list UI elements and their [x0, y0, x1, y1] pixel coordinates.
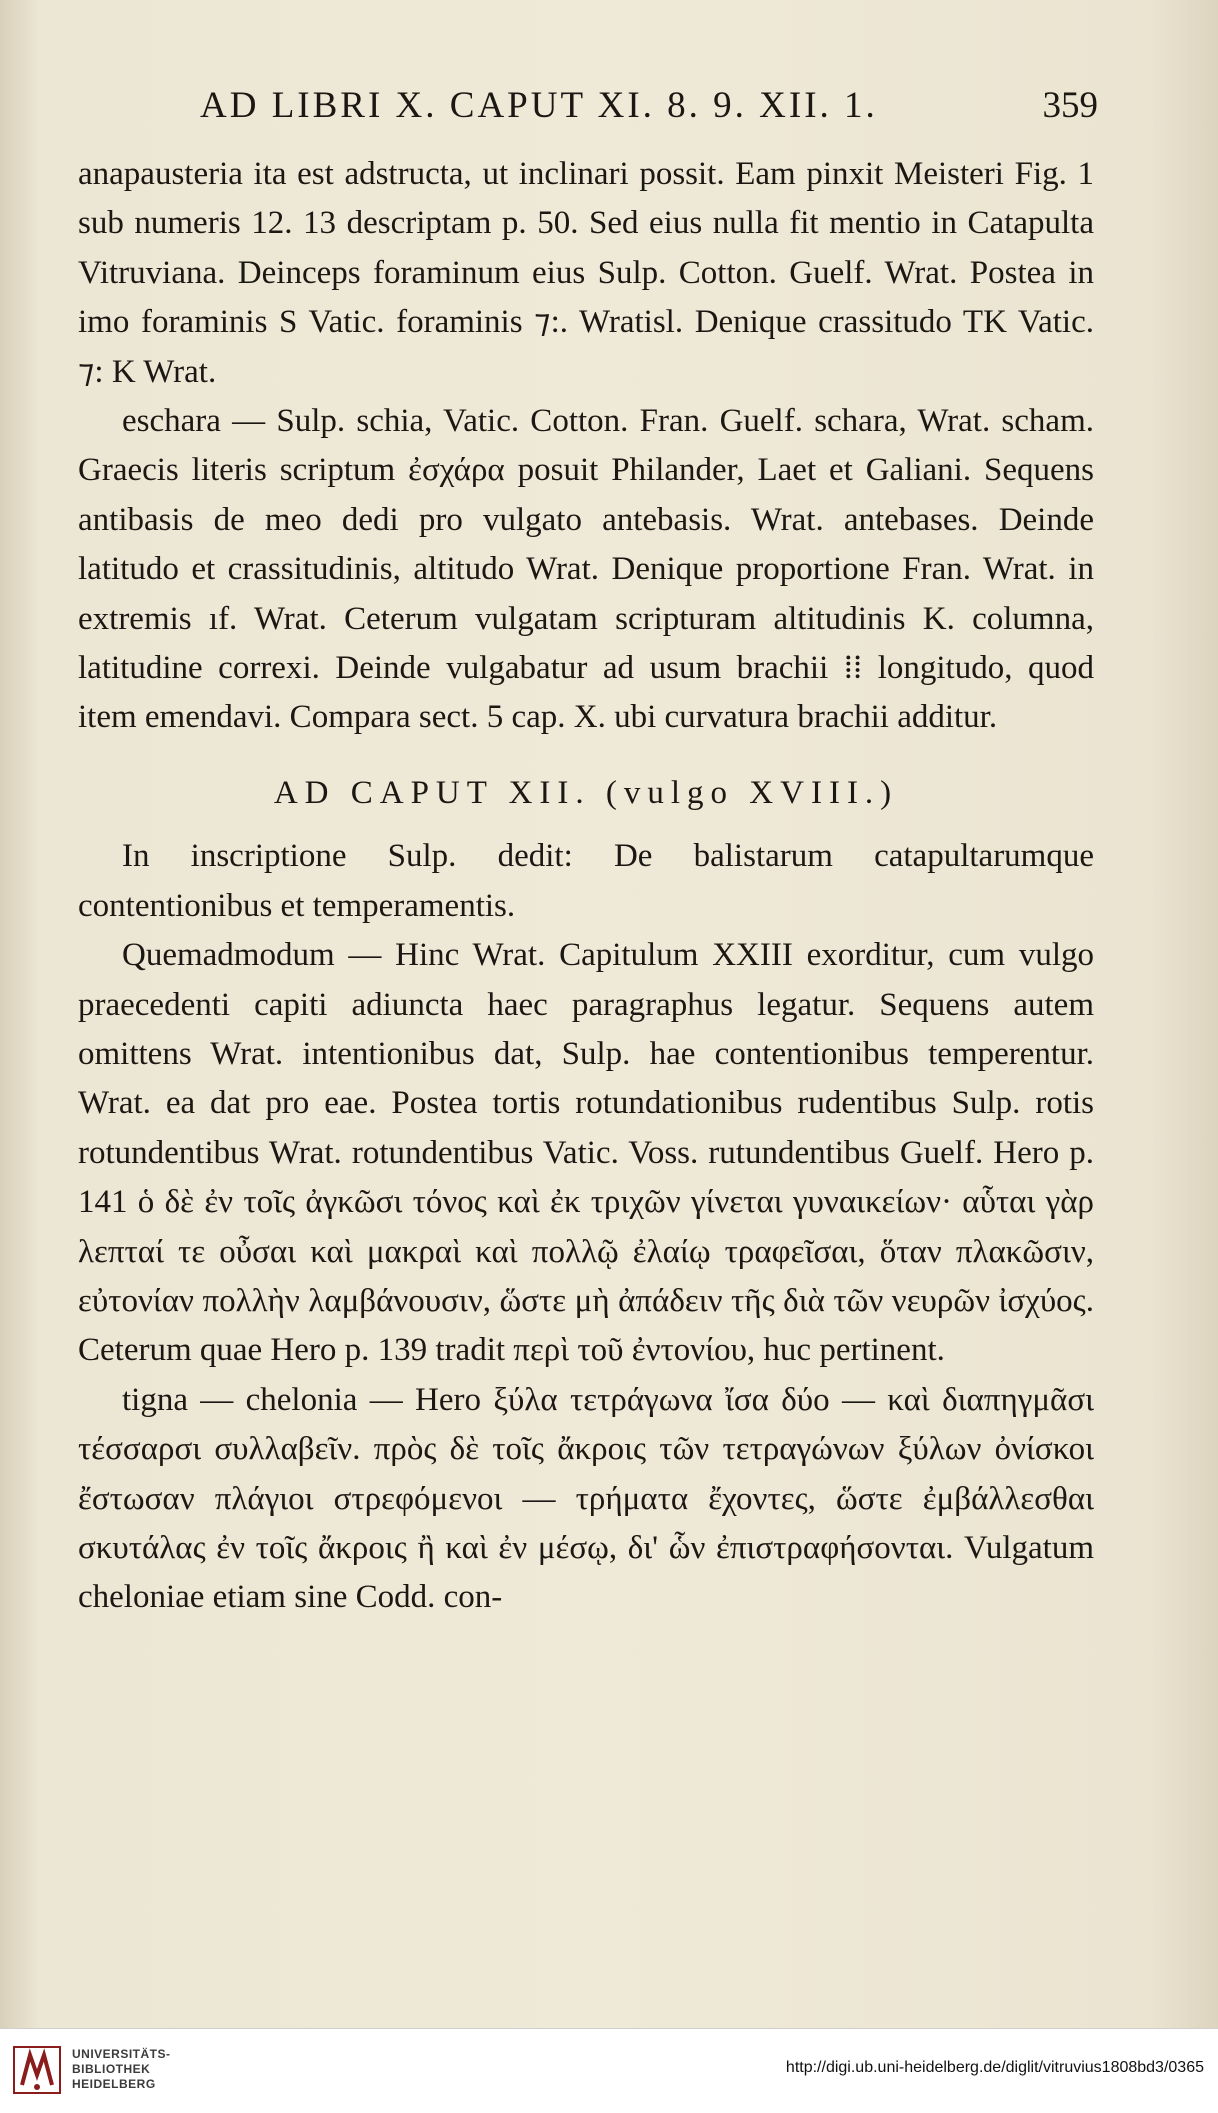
institution-line-3: HEIDELBERG	[72, 2077, 156, 2091]
institution-line-1: UNIVERSITÄTS-	[72, 2047, 171, 2061]
source-url-link[interactable]: http://digi.ub.uni-heidelberg.de/diglit/vitruvius1808bd3/0365	[785, 2059, 1204, 2076]
institution-line-2: BIBLIOTHEK	[72, 2062, 151, 2076]
running-header	[0, 84, 1218, 134]
header-title: AD LIBRI X. CAPUT XI. 8. 9. XII. 1.	[200, 85, 878, 126]
paragraph-4: Quemadmodum — Hinc Wrat. Capitulum XXIII exorditur, cum vulgo praecedenti capiti adiuncta haec paragraphus legatur. Sequens autem omittens Wrat. intentionibus dat, Sulp. hae contentionibus temperentur. Wrat. ea dat pro eae. Postea tortis rotundationibus rudentibus Sulp. rotis rotundentibus Wrat. rotundentibus Vatic. Voss. rutundentibus Guelf. Hero p. 141 ὁ δὲ ἐν τοῖς ἀγκῶσι τόνος καὶ ἐκ τριχῶν γίνεται γυναικείων· αὗται γὰρ λεπταί τε οὖσαι καὶ μακραὶ καὶ πολλῷ ἐλαίῳ τραφεῖσαι, ὅταν πλακῶσιν, εὐτονίαν πολλὴν λαμβάνουσιν, ὥστε μὴ ἀπάδειν τῆς διὰ τῶν νευρῶν ἰσχύος. Ceterum quae Hero p. 139 tradit περὶ τοῦ ἐντονίου, huc pertinent.	[78, 937, 1094, 1369]
viewer-footer	[0, 2028, 1218, 2113]
paragraph-5: tigna — chelonia — Hero ξύλα τετράγωνα ἴσα δύο — καὶ διαπηγμᾶσι τέσσαρσι συλλαβεῖν. πρὸς δὲ τοῖς ἄκροις τῶν τετραγώνων ξύλων ὀνίσκοι ἔστωσαν πλάγιοι στρεφόμενοι — τρήματα ἔχοντες, ὥστε ἐμβάλλεσθαι σκυτάλας ἐν τοῖς ἄκροις ἢ καὶ ἐν μέσῳ, δι' ὧν ἐπιστραφήσονται. Vulgatum cheloniae etiam sine Codd. con-	[78, 1381, 1094, 1616]
paragraph-1: anapausteria ita est adstructa, ut inclinari possit. Eam pinxit Meisteri Fig. 1 sub numeris 12. 13 descriptam p. 50. Sed eius nulla fit mentio in Catapulta Vitruviana. Deinceps foraminum eius Sulp. Cotton. Guelf. Wrat. Postea in imo foraminis S Vatic. foraminis ⁊:. Wratisl. Denique crassitudo TK Vatic. ⁊: K Wrat.	[78, 156, 1094, 390]
paragraph-2: eschara — Sulp. schia, Vatic. Cotton. Fran. Guelf. schara, Wrat. scham. Graecis literis scriptum ἐσχάρα posuit Philander, Laet et Galiani. Sequens antibasis de meo dedi pro vulgato antebasis. Wrat. antebases. Deinde latitudo et crassitudinis, altitudo Wrat. Denique proportione Fran. Wrat. in extremis ıf. Wrat. Ceterum vulgatam scripturam altitudinis K. columna, latitudine correxi. Deinde vulgabatur ad usum brachii ⁞⁞ longitudo, quod item emendavi. Compara sect. 5 cap. X. ubi curvatura brachii additur.	[78, 403, 1094, 736]
page-body	[78, 150, 1094, 1623]
page-number: 359	[1042, 85, 1098, 126]
university-seal-icon	[12, 2045, 62, 2095]
institution-name	[72, 2047, 171, 2092]
paragraph-3: In inscriptione Sulp. dedit: De balistarum catapultarumque contentionibus et temperamentis.	[78, 838, 1094, 924]
section-heading: AD CAPUT XII. (vulgo XVIII.)	[273, 774, 899, 811]
